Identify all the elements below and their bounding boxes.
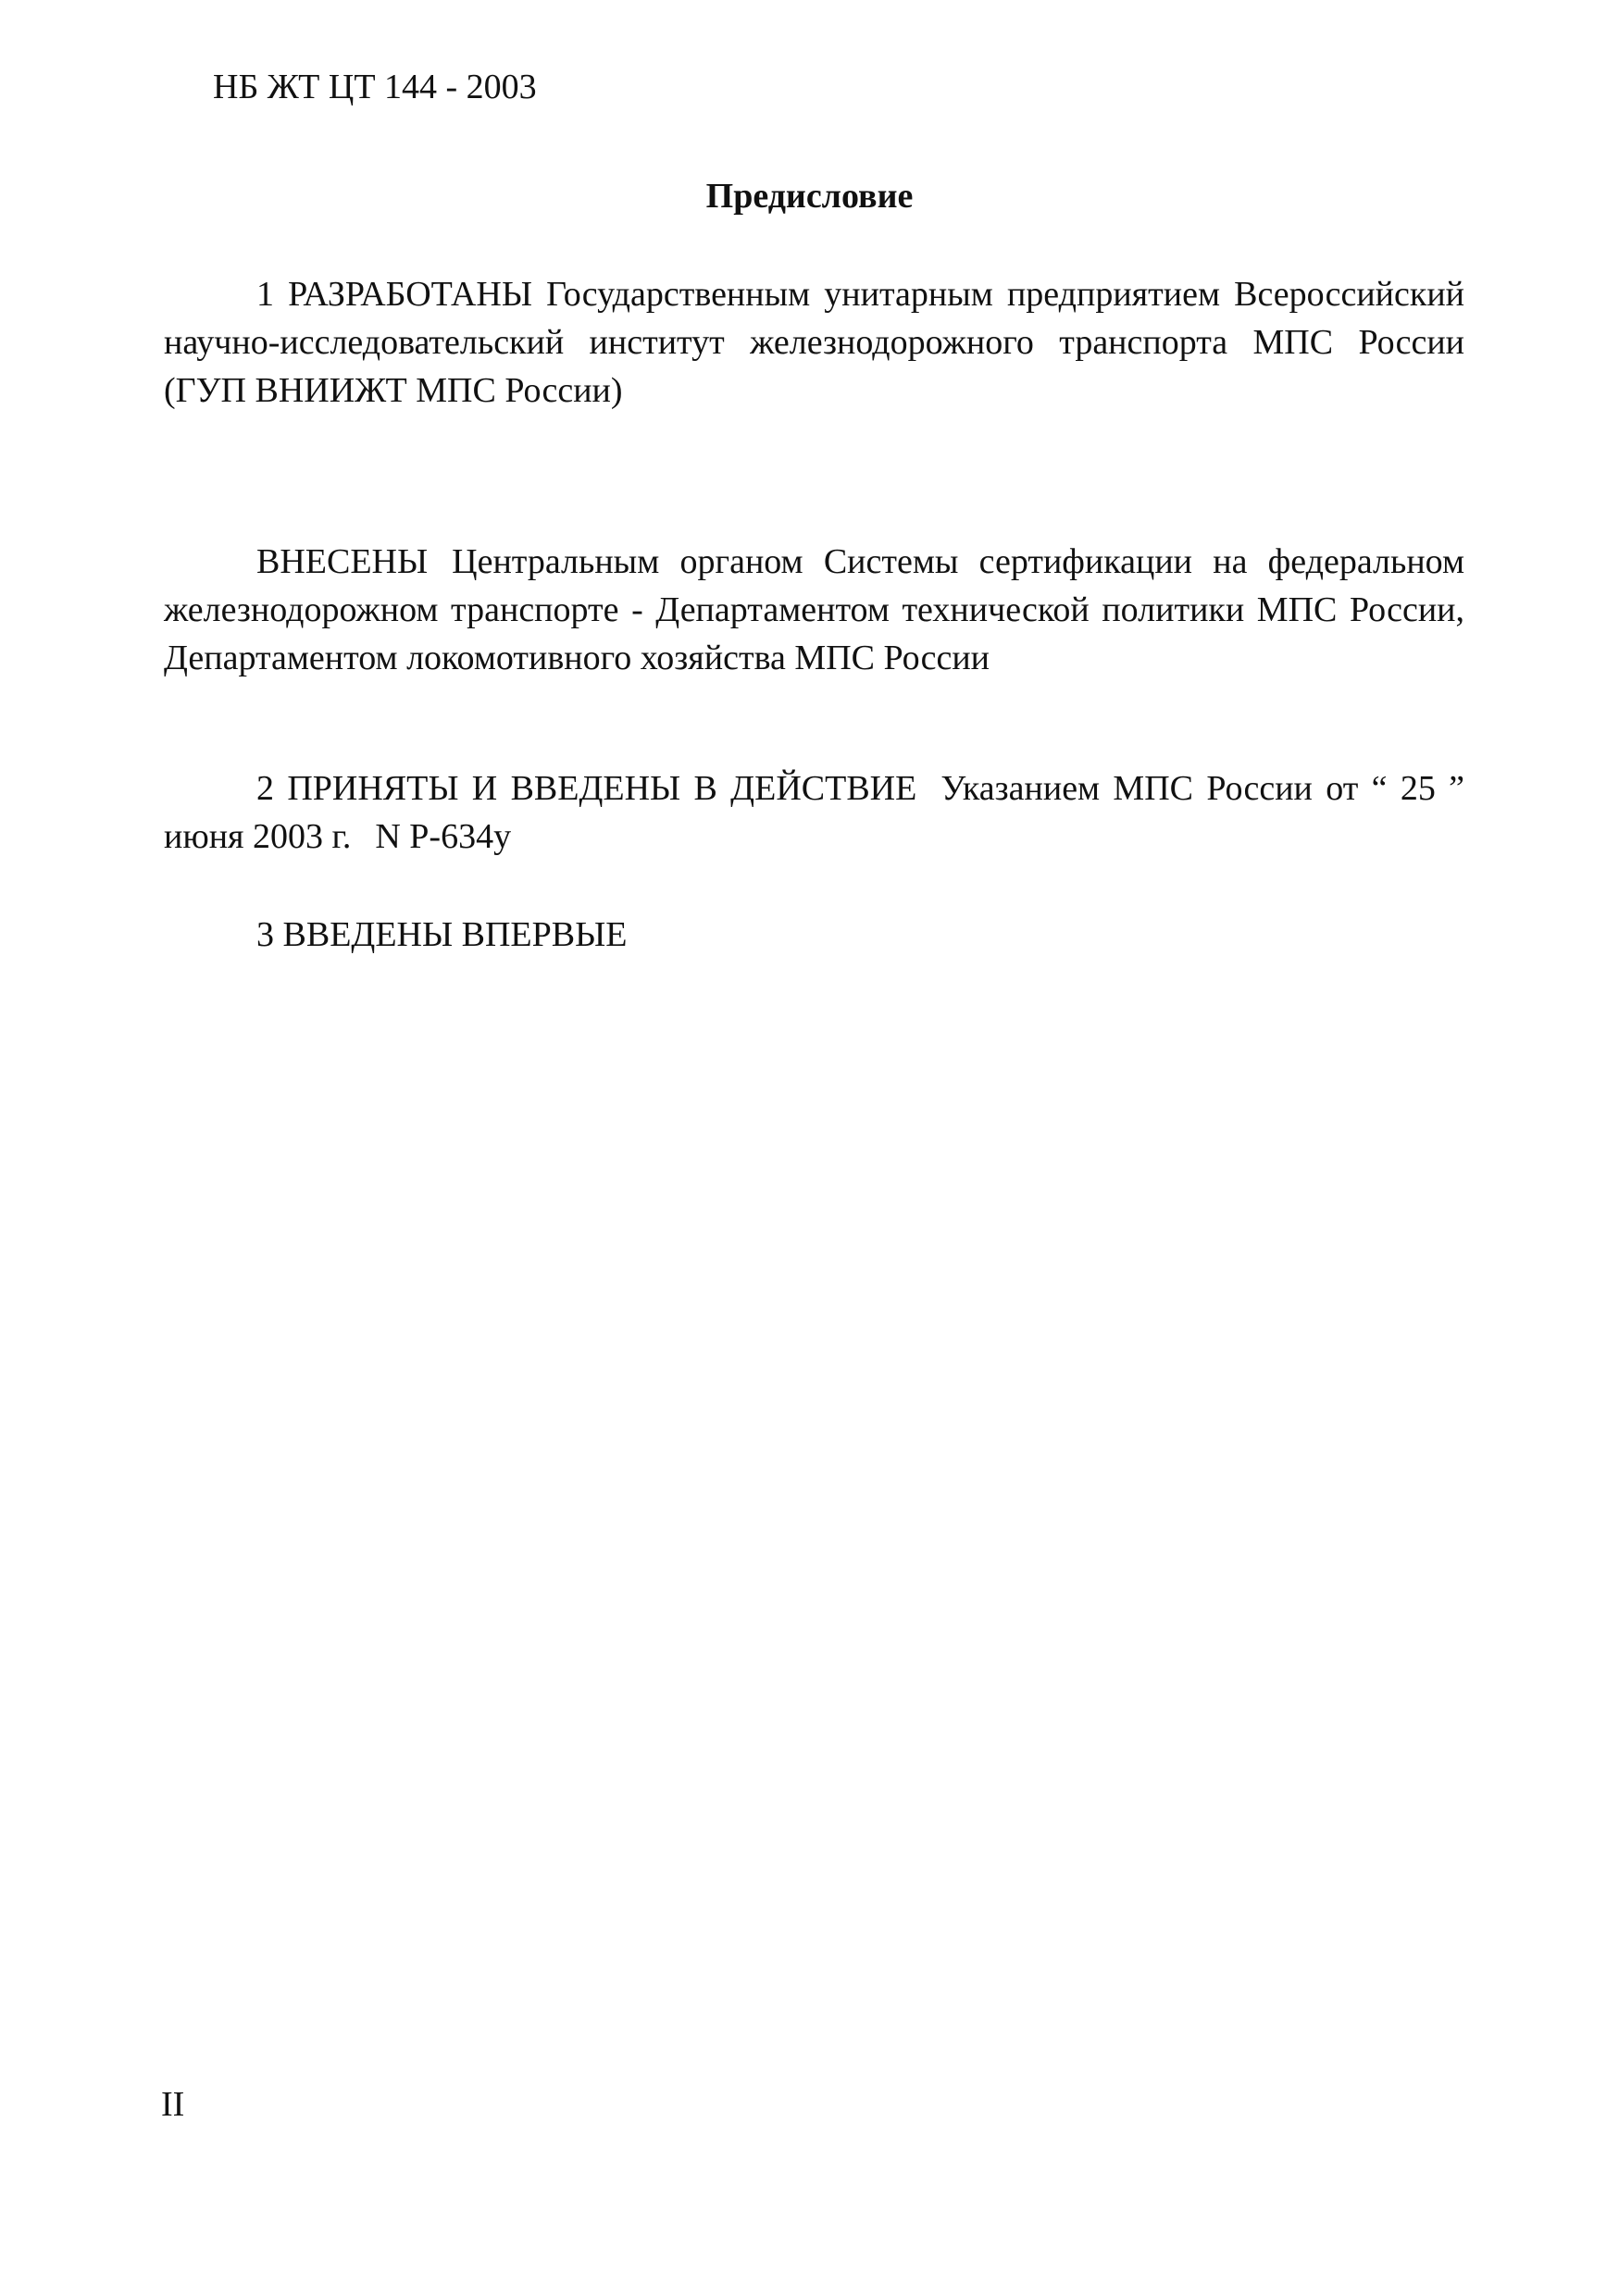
page-title: Предисловие bbox=[705, 177, 914, 216]
paragraph-first-time bbox=[164, 911, 1464, 959]
introduced-lead: ВНЕСЕНЫ bbox=[256, 542, 429, 581]
paragraph-adopted bbox=[164, 764, 1464, 861]
first-time-lead: 3 ВВЕДЕНЫ ВПЕРВЫЕ bbox=[256, 915, 628, 954]
paragraph-introduced bbox=[164, 538, 1464, 682]
adopted-text: Указанием МПС России от “ 25 ” июня 2003 г. bbox=[164, 769, 1465, 856]
document-code: НБ ЖТ ЦТ 144 - 2003 bbox=[213, 68, 537, 106]
adopted-lead: 2 ПРИНЯТЫ И ВВЕДЕНЫ В ДЕЙСТВИЕ bbox=[256, 769, 917, 808]
adopted-number: N Р-634у bbox=[375, 817, 512, 856]
developed-text: Государственным унитарным предприятием Всероссийский научно-исследовательский институт железнодорожного транспорта МПС России (ГУП ВНИИЖТ МПС России) bbox=[164, 275, 1465, 410]
developed-lead: 1 РАЗРАБОТАНЫ bbox=[256, 275, 532, 314]
paragraph-developed bbox=[164, 270, 1464, 415]
page-number: II bbox=[161, 2085, 185, 2124]
introduced-text: Центральным органом Системы сертификации на федеральном железнодорожном транспорте - Департаментом технической политики МПС России, Департаментом локомотивного хозяйства МПС России bbox=[164, 542, 1464, 677]
